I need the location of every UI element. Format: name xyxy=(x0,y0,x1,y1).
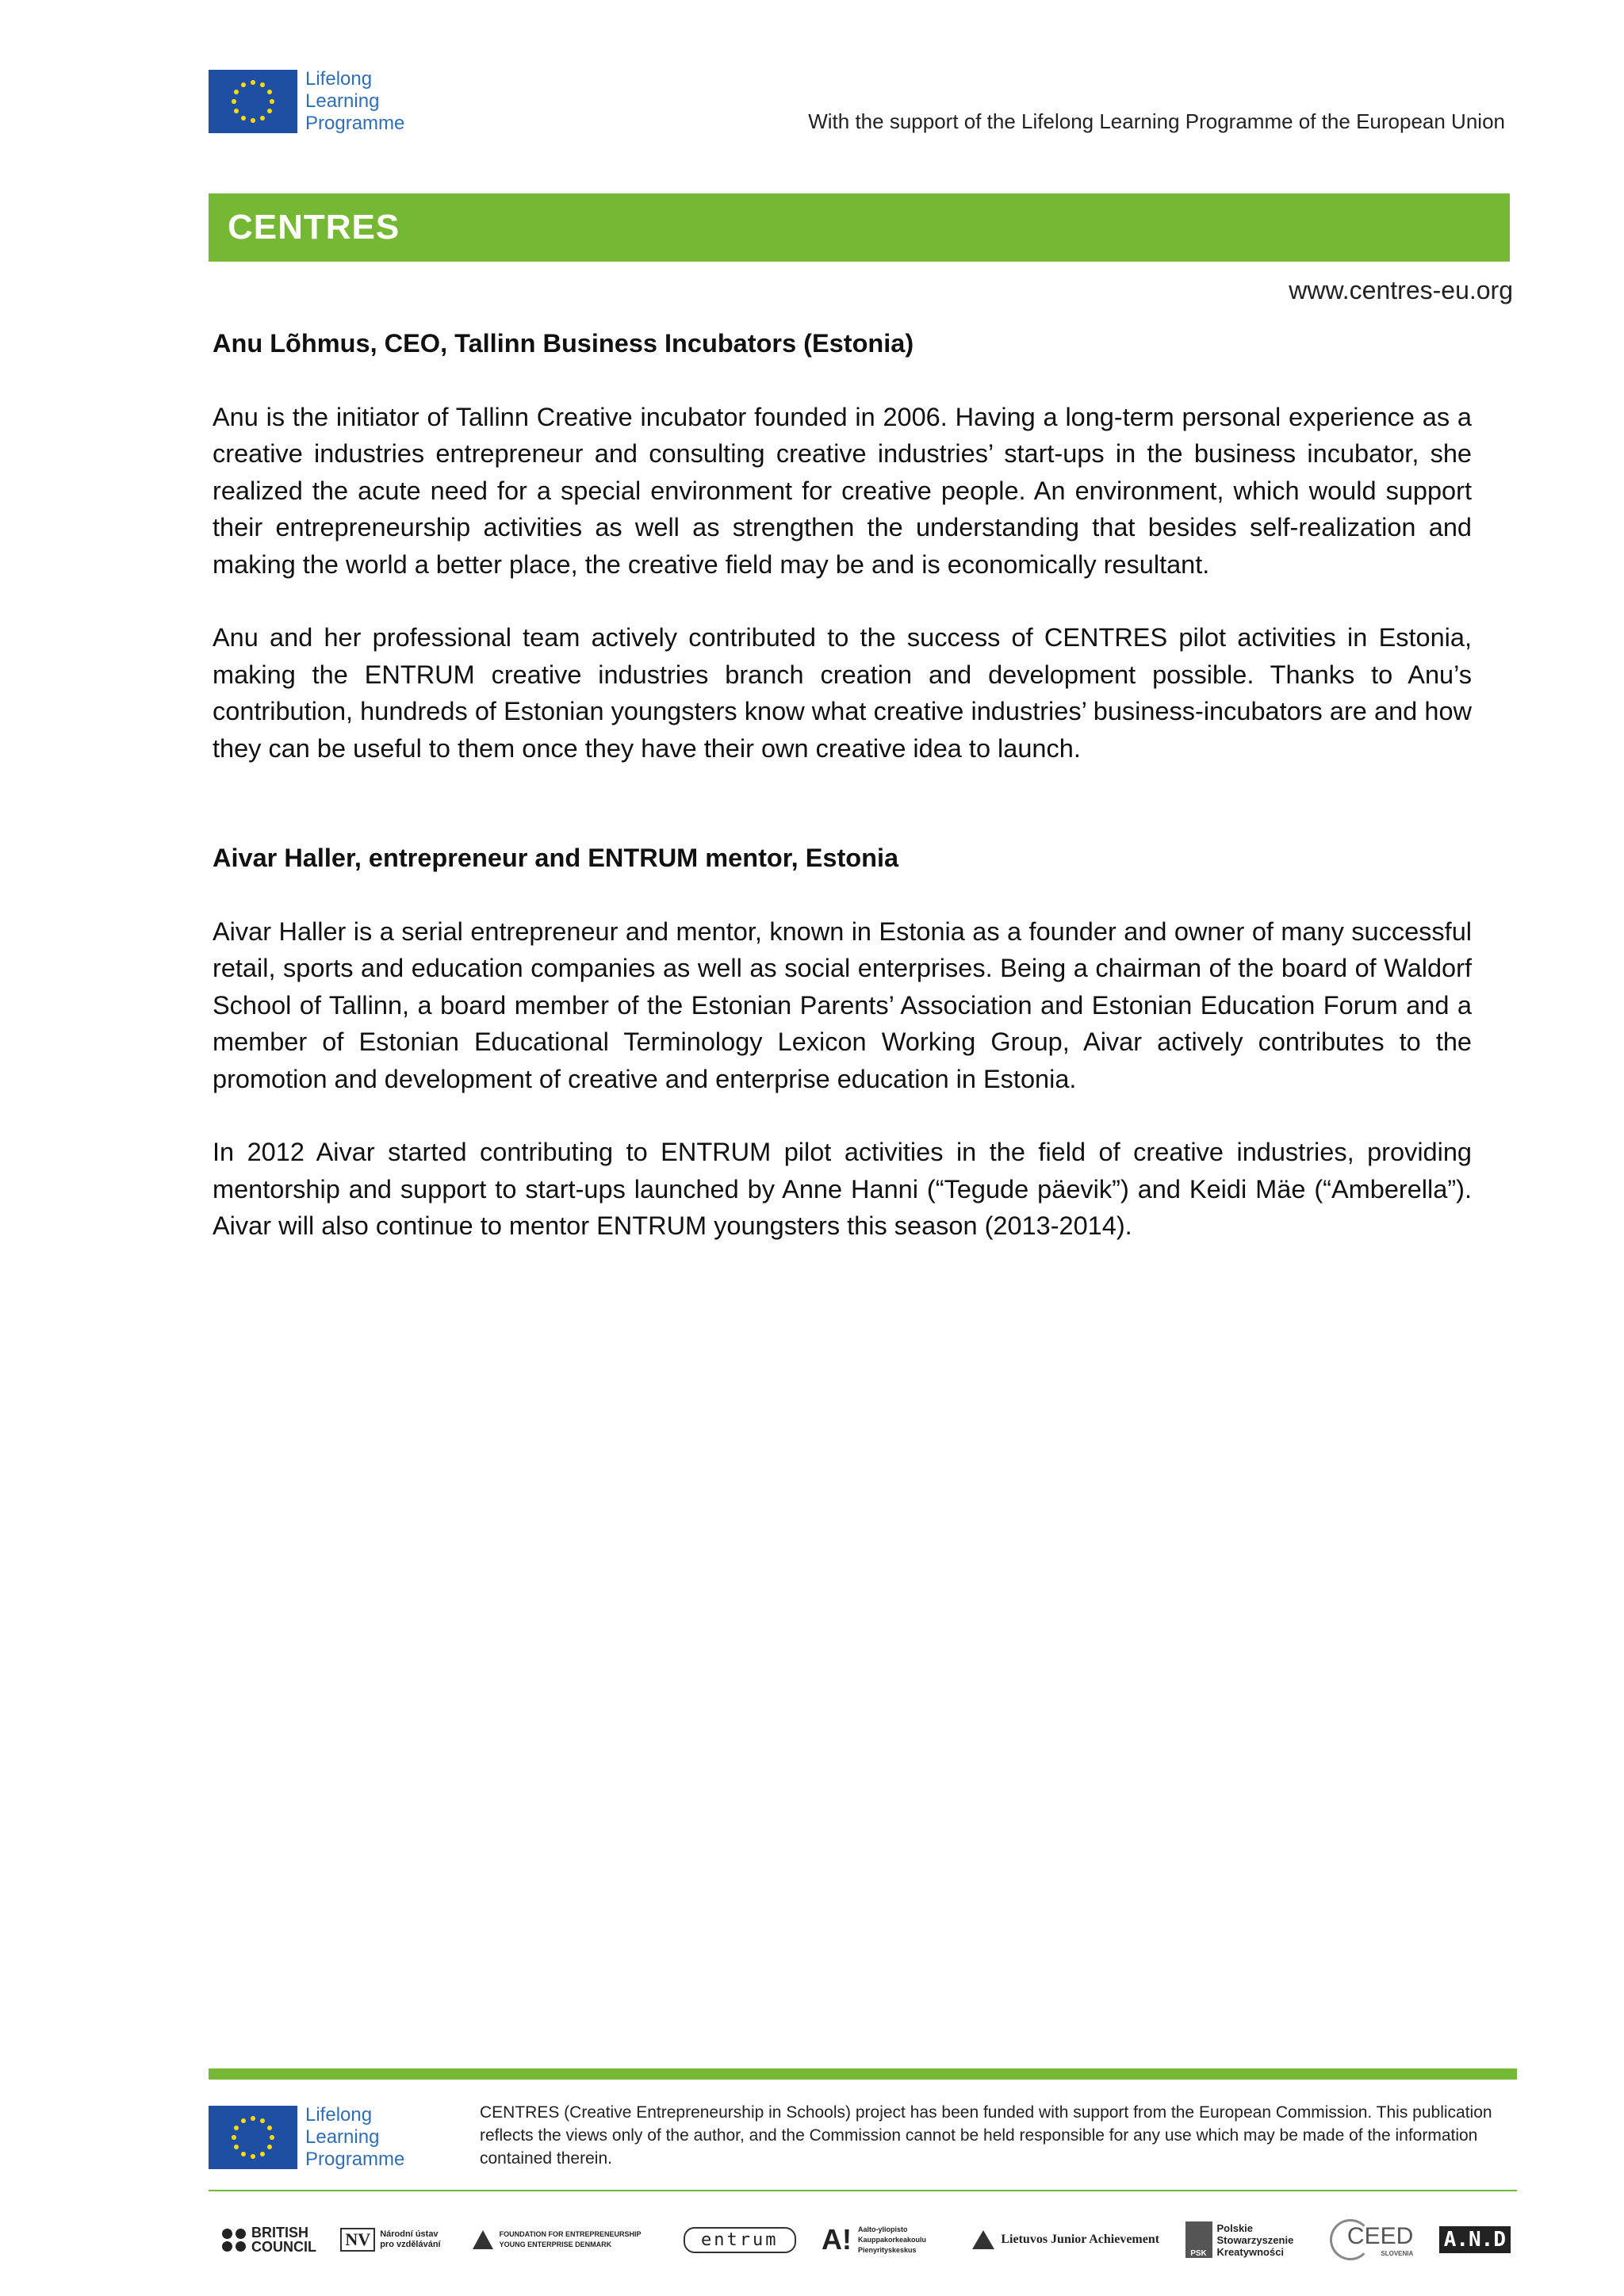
section-heading: Aivar Haller, entrepreneur and ENTRUM mentor, Estonia xyxy=(213,844,899,872)
footer-llp-logo xyxy=(209,2104,404,2171)
partner-and: A.N.D xyxy=(1439,2226,1511,2253)
partner-aalto: A! Aalto-yliopisto Kauppakorkeakoulu Pienyrityskeskus xyxy=(821,2223,926,2256)
paragraph: Anu and her professional team actively contributed to the success of CENTRES pilot activities in Estonia, making the ENTRUM creative industries branch creation and development possible. Thanks to Anu’s contribution, hundreds of Estonian youngsters know what creative industries’ business-incubators are and how they can be useful to them once they have their own creative idea to launch. xyxy=(213,623,1472,763)
llp-logo-text: Lifelong Learning Programme xyxy=(305,68,405,134)
partner-logos xyxy=(222,2216,1511,2263)
paragraph: Aivar Haller is a serial entrepreneur and mentor, known in Estonia as a founder and owner of many successful retail, sports and education companies as well as social enterprises. Being a chairman of the board of Waldorf School of Tallinn, a board member of the Estonian Parents’ Association and Estonian Education Forum and a member of Estonian Educational Terminology Lexicon Working Group, Aivar actively contributes to the promotion and development of creative and enterprise education in Estonia. xyxy=(213,916,1472,1093)
section-anu-lohmus xyxy=(213,325,1472,767)
partner-lja: Lietuvos Junior Achievement xyxy=(971,2229,1159,2251)
paragraph: Anu is the initiator of Tallinn Creative incubator founded in 2006. Having a long-term personal experience as a creative industries entrepreneur and consulting creative industries’ start-ups in the business incubator, she realized the acute need for a special environment for creative people. An environment, which would support their entrepreneurship activities as well as strengthen the understanding that besides self-realization and making the world a better place, the creative field may be and is economically resultant. xyxy=(213,402,1472,579)
eu-flag-icon xyxy=(209,70,297,133)
support-line: With the support of the Lifelong Learning Programme of the European Union xyxy=(808,109,1505,133)
partner-british-council: BRITISH COUNCIL xyxy=(222,2225,315,2254)
partner-ceed: CEED SLOVENIA xyxy=(1330,2219,1413,2260)
banner-title: CENTRES xyxy=(228,208,400,247)
ffe-triangle-icon xyxy=(471,2229,495,2251)
aalto-logo-icon: A! xyxy=(821,2223,852,2256)
psk-logo-icon: PSK xyxy=(1185,2221,1212,2258)
footer-divider xyxy=(209,2190,1517,2191)
partner-psk: PSK Polskie Stowarzyszenie Kreatywności xyxy=(1185,2221,1304,2258)
funding-disclaimer: CENTRES (Creative Entrepreneurship in Schools) project has been funded with support from the European Commission. This publication reflects the views only of the author, and the Commission cannot be held responsible for any use which may be made of the information contained therein. xyxy=(480,2103,1492,2168)
section-heading: Anu Lõhmus, CEO, Tallinn Business Incubators (Estonia) xyxy=(213,329,914,358)
nuv-logo-icon: NV xyxy=(340,2228,375,2252)
document-body xyxy=(213,325,1472,1281)
british-council-dots-icon xyxy=(222,2229,247,2252)
lja-triangle-icon xyxy=(971,2229,996,2251)
site-url: www.centres-eu.org xyxy=(1289,276,1513,304)
eu-flag-icon xyxy=(209,2106,297,2169)
llp-logo xyxy=(209,68,404,135)
partner-nuv: NV Národní ústav pro vzdělávání xyxy=(340,2228,445,2252)
section-aivar-haller xyxy=(213,840,1472,1245)
partner-ffe: FOUNDATION FOR ENTREPRENEURSHIP YOUNG ENTERPRISE DENMARK xyxy=(471,2229,658,2251)
footer-rule xyxy=(209,2068,1517,2080)
llp-logo-text: Lifelong Learning Programme xyxy=(305,2104,405,2170)
title-banner xyxy=(209,193,1510,262)
paragraph: In 2012 Aivar started contributing to ENTRUM pilot activities in the field of creative industries, providing mentorship and support to start-ups launched by Anne Hanni (“Tegude päevik”) and Keidi Mäe (“Amberella”). Aivar will also continue to mentor ENTRUM youngsters this season (2013-2014). xyxy=(213,1138,1472,1240)
partner-entrum: entrum xyxy=(684,2227,795,2253)
